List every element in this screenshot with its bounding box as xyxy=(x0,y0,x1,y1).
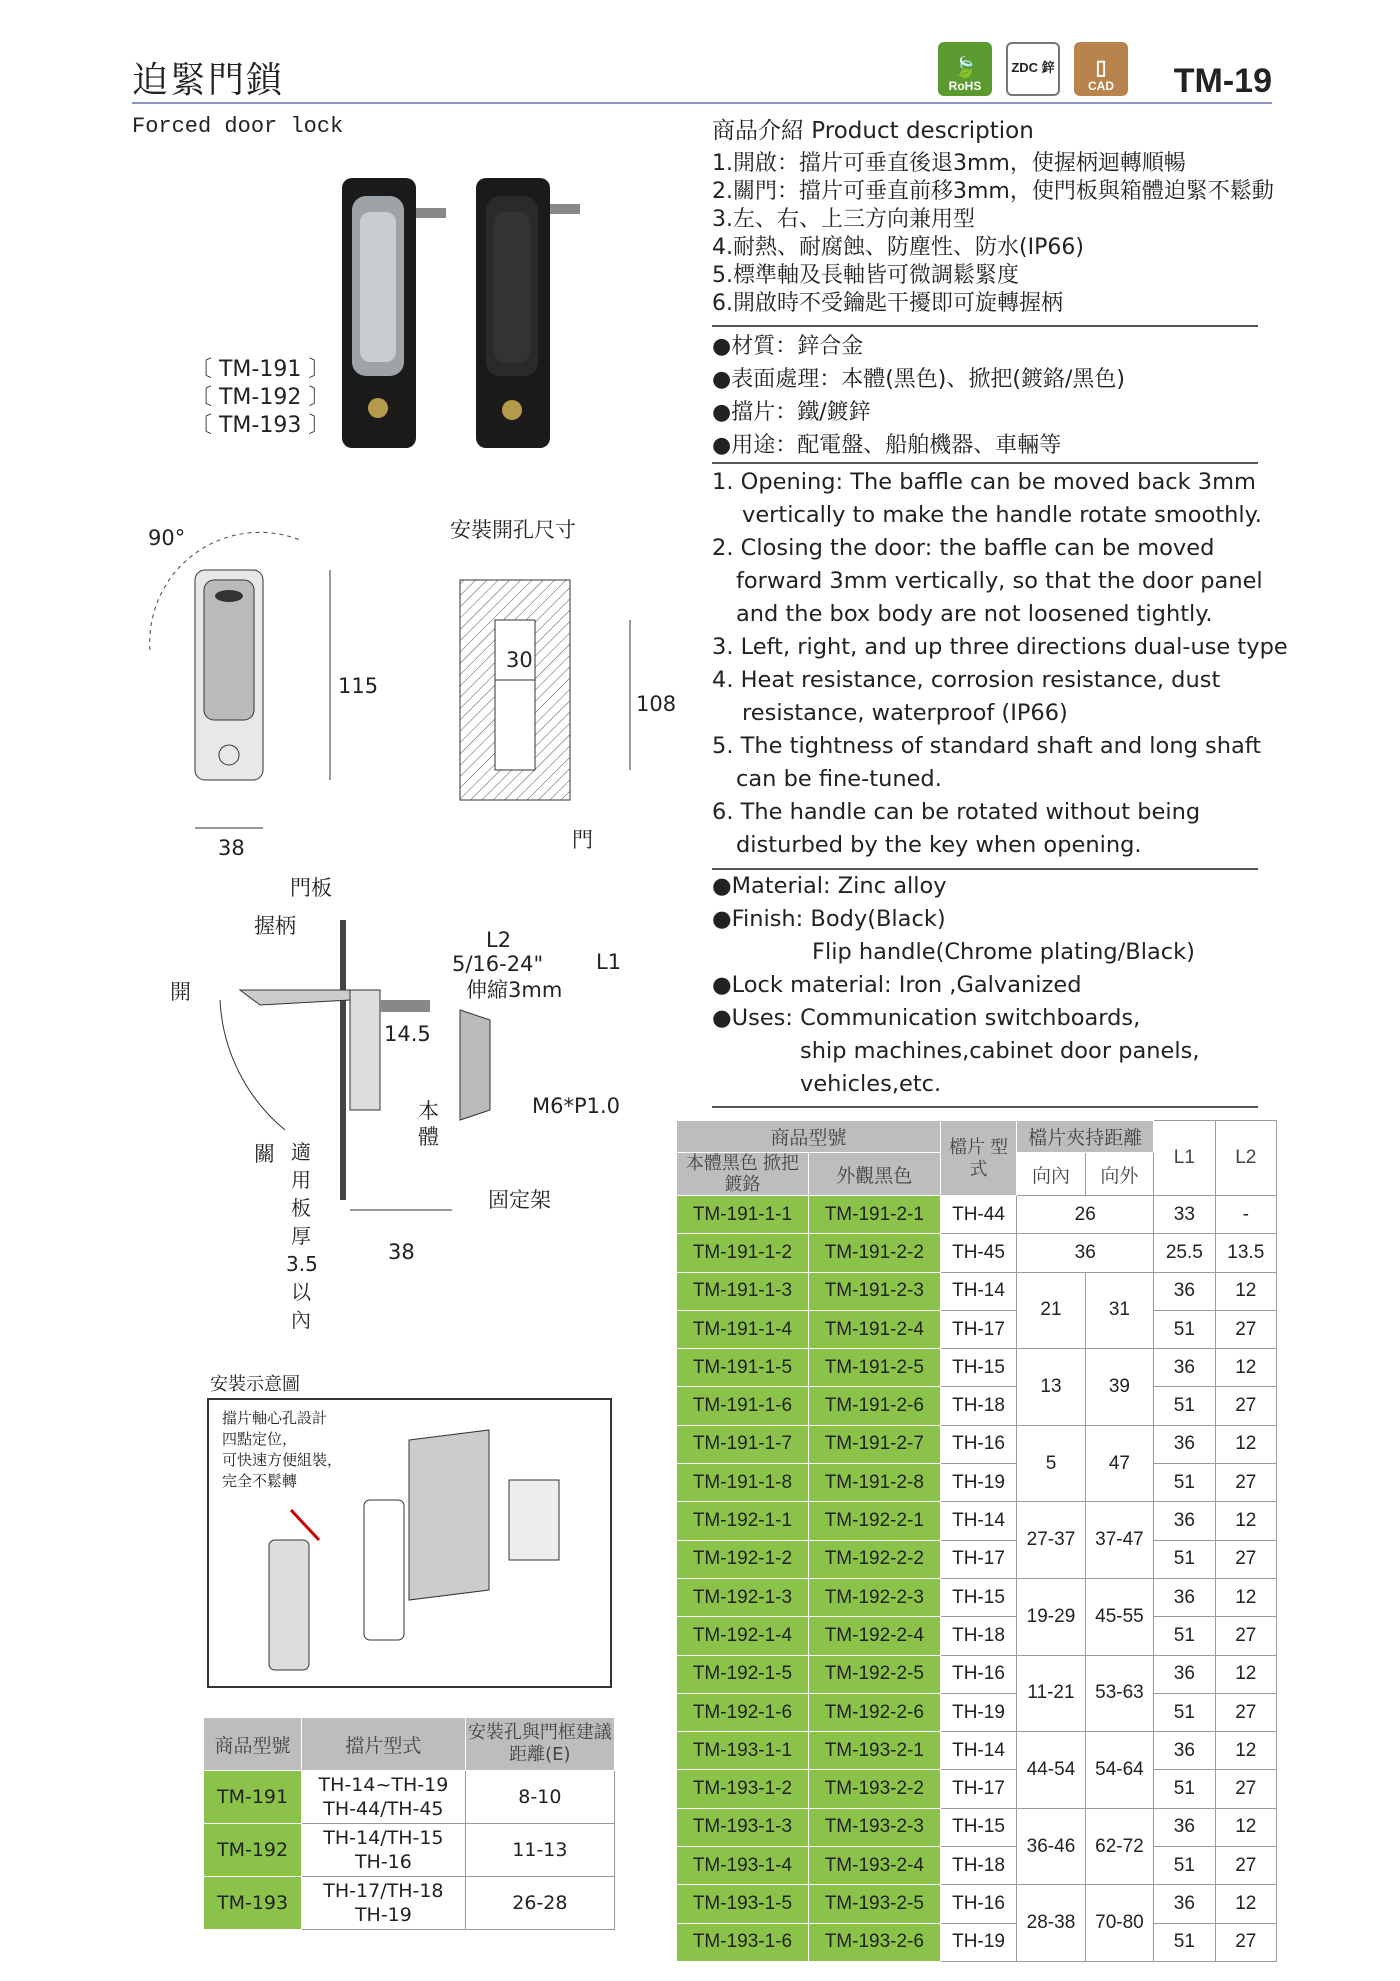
divider xyxy=(712,325,1258,327)
angle-label: 90° xyxy=(148,526,186,550)
table-row: TM-191-1-4 TM-191-2-4 TH-17 51 27 xyxy=(677,1310,1277,1348)
col-header-outer: 向外 xyxy=(1085,1153,1153,1196)
close-label: 關 xyxy=(254,1142,275,1166)
col-header-black-chrome: 本體黑色 掀把鍍鉻 xyxy=(677,1153,809,1196)
cn-spec-list: ●材質：鋅合金 ●表面處理：本體(黑色)、掀把(鍍鉻/黑色) ●擋片：鐵/鍍鋅 ●用途：配電盤、船舶機器、車輛等 xyxy=(712,334,1125,458)
table-row: TM-191-1-7 TM-191-2-7 TH-16 5 47 36 12 xyxy=(677,1425,1277,1463)
cutout-title: 安裝開孔尺寸 xyxy=(450,518,576,542)
col-header-model: 商品型號 xyxy=(204,1718,302,1771)
table-row: TM-193-1-4 TM-193-2-4 TH-18 51 27 xyxy=(677,1847,1277,1885)
divider xyxy=(712,1106,1258,1108)
col-header-clamp: 檔片夾持距離 xyxy=(1017,1121,1154,1153)
lock-photo-black xyxy=(476,178,580,448)
model-spec-table xyxy=(676,1120,1277,1962)
rohs-badge: 🍃 RoHS xyxy=(938,42,992,96)
col-header-black: 外觀黑色 xyxy=(808,1153,940,1196)
table-row: TM-192-1-6 TM-192-2-6 TH-19 51 27 xyxy=(677,1693,1277,1731)
zdc-badge: ZDC 鋅 xyxy=(1006,42,1060,96)
title-divider xyxy=(132,102,1272,104)
table-row: TM-192 TH-14/TH-15 TH-16 11-13 xyxy=(204,1824,615,1877)
page-title: 迫緊門鎖 xyxy=(132,60,285,101)
en-feature-list: 1. Opening: The baffle can be moved back 3mm vertically to make the handle rotate smoothly. 2. Closing the door: the baffle can be moved forward 3mm vertically, so that the door panel and the box body are not loosened tightly. 3. Left, right, and up three directions dual-use type 4. Heat resistance, corrosion resistance, dust resistance, waterproof (IP66) 5. The tightness of standard shaft and long shaft can be fine-tuned. 6. The handle can be rotated without being disturbed by the key when opening. xyxy=(712,469,1288,858)
thickness-label: 適 用 板 厚 3.5 以 內 xyxy=(286,1140,318,1332)
table-row: TM-191-1-6 TM-191-2-6 TH-18 51 27 xyxy=(677,1387,1277,1425)
table-row: TM-191-1-1 TM-191-2-1 TH-44 26 33 - xyxy=(677,1196,1277,1234)
mounting-distance-table xyxy=(203,1717,615,1930)
table-row: TM-193-1-3 TM-193-2-3 TH-15 36-46 62-72 36 12 xyxy=(677,1808,1277,1846)
model-number: TM-19 xyxy=(1173,62,1272,100)
table-row: TM-192-1-2 TM-192-2-2 TH-17 51 27 xyxy=(677,1540,1277,1578)
cn-feature-list: 1.開啟：擋片可垂直後退3mm，使握柄迴轉順暢 2.關門：擋片可垂直前移3mm，使門板與箱體迫緊不鬆動 3.左、右、上三方向兼用型 4.耐熱、耐腐蝕、防塵性、防水(IP66) 5.標準軸及長軸皆可微調鬆緊度 6.開啟時不受鑰匙干擾即可旋轉握柄 xyxy=(712,151,1274,316)
col-header-type: 擋片型式 xyxy=(302,1718,466,1771)
page-subtitle: Forced door lock xyxy=(132,114,344,139)
door-label: 門 xyxy=(572,828,593,852)
description-heading: 商品介紹 Product description xyxy=(712,118,1034,144)
divider xyxy=(712,462,1258,464)
thread-range-label: 5/16-24" xyxy=(452,952,544,976)
table-row: TM-192-1-3 TM-192-2-3 TH-15 19-29 45-55 36 12 xyxy=(677,1578,1277,1616)
lock-photo-chrome xyxy=(342,178,446,448)
body-label: 本 體 xyxy=(418,1099,439,1149)
table-row: TM-193-1-2 TM-193-2-2 TH-17 51 27 xyxy=(677,1770,1277,1808)
dim-14-5-label: 14.5 xyxy=(384,1022,431,1046)
depth-label: 38 xyxy=(388,1240,415,1264)
table-row: TM-193-1-1 TM-193-2-1 TH-14 44-54 54-64 36 12 xyxy=(677,1732,1277,1770)
col-header-l1: L1 xyxy=(1154,1121,1215,1196)
table-row: TM-191-1-2 TM-191-2-2 TH-45 36 25.5 13.5 xyxy=(677,1234,1277,1272)
table-row: TM-193-1-5 TM-193-2-5 TH-16 28-38 70-80 36 12 xyxy=(677,1885,1277,1923)
table-row: TM-193 TH-17/TH-18 TH-19 26-28 xyxy=(204,1877,615,1930)
table-row: TM-191-1-8 TM-191-2-8 TH-19 51 27 xyxy=(677,1464,1277,1502)
table-row: TM-191-1-5 TM-191-2-5 TH-15 13 39 36 12 xyxy=(677,1349,1277,1387)
height-label: 115 xyxy=(338,674,379,698)
col-header-inner: 向內 xyxy=(1017,1153,1085,1196)
col-header-distance: 安裝孔與門框建議距離(E) xyxy=(465,1718,614,1771)
install-note: 擋片軸心孔設計 四點定位， 可快速方便組裝， 完全不鬆轉 xyxy=(222,1409,343,1490)
en-spec-list: ●Material: Zinc alloy ●Finish: Body(Black) Flip handle(Chrome plating/Black) ●Lock material: Iron ,Galvanized ●Uses: Communication switchboards, ship machines,cabinet door panels, vehicles,etc. xyxy=(712,873,1200,1097)
col-header-type: 檔片 型式 xyxy=(940,1121,1017,1196)
leaf-icon: 🍃 xyxy=(952,57,978,79)
handle-label: 握柄 xyxy=(254,914,296,938)
table-row: TM-191-1-3 TM-191-2-3 TH-14 21 31 36 12 xyxy=(677,1272,1277,1310)
table-row: TM-192-1-5 TM-192-2-5 TH-16 11-21 53-63 36 12 xyxy=(677,1655,1277,1693)
install-title: 安裝示意圖 xyxy=(210,1374,300,1395)
document-icon: ▯ xyxy=(1095,57,1107,79)
cutout-height-label: 108 xyxy=(636,692,677,716)
cad-badge: ▯ CAD xyxy=(1074,42,1128,96)
product-photos xyxy=(330,172,600,462)
cutout-drawing xyxy=(450,560,650,860)
bracket-label: 固定架 xyxy=(488,1188,551,1212)
width-label: 38 xyxy=(218,836,245,860)
stretch-label: 伸縮3mm xyxy=(466,978,563,1002)
l1-label: L1 xyxy=(596,950,622,974)
open-label: 開 xyxy=(170,980,191,1004)
col-header-l2: L2 xyxy=(1215,1121,1276,1196)
thread-size-label: M6*P1.0 xyxy=(532,1094,621,1118)
col-header-product: 商品型號 xyxy=(677,1121,941,1153)
table-row: TM-193-1-6 TM-193-2-6 TH-19 51 27 xyxy=(677,1923,1277,1961)
model-variants: 〔 TM-191 〕 〔 TM-192 〕 〔 TM-193 〕 xyxy=(190,357,331,438)
l2-label: L2 xyxy=(486,928,512,952)
table-row: TM-192-1-4 TM-192-2-4 TH-18 51 27 xyxy=(677,1617,1277,1655)
table-row: TM-192-1-1 TM-192-2-1 TH-14 27-37 37-47 36 12 xyxy=(677,1502,1277,1540)
door-panel-label: 門板 xyxy=(290,876,332,900)
cutout-width-label: 30 xyxy=(506,648,533,672)
table-row: TM-191 TH-14~TH-19 TH-44/TH-45 8-10 xyxy=(204,1771,615,1824)
